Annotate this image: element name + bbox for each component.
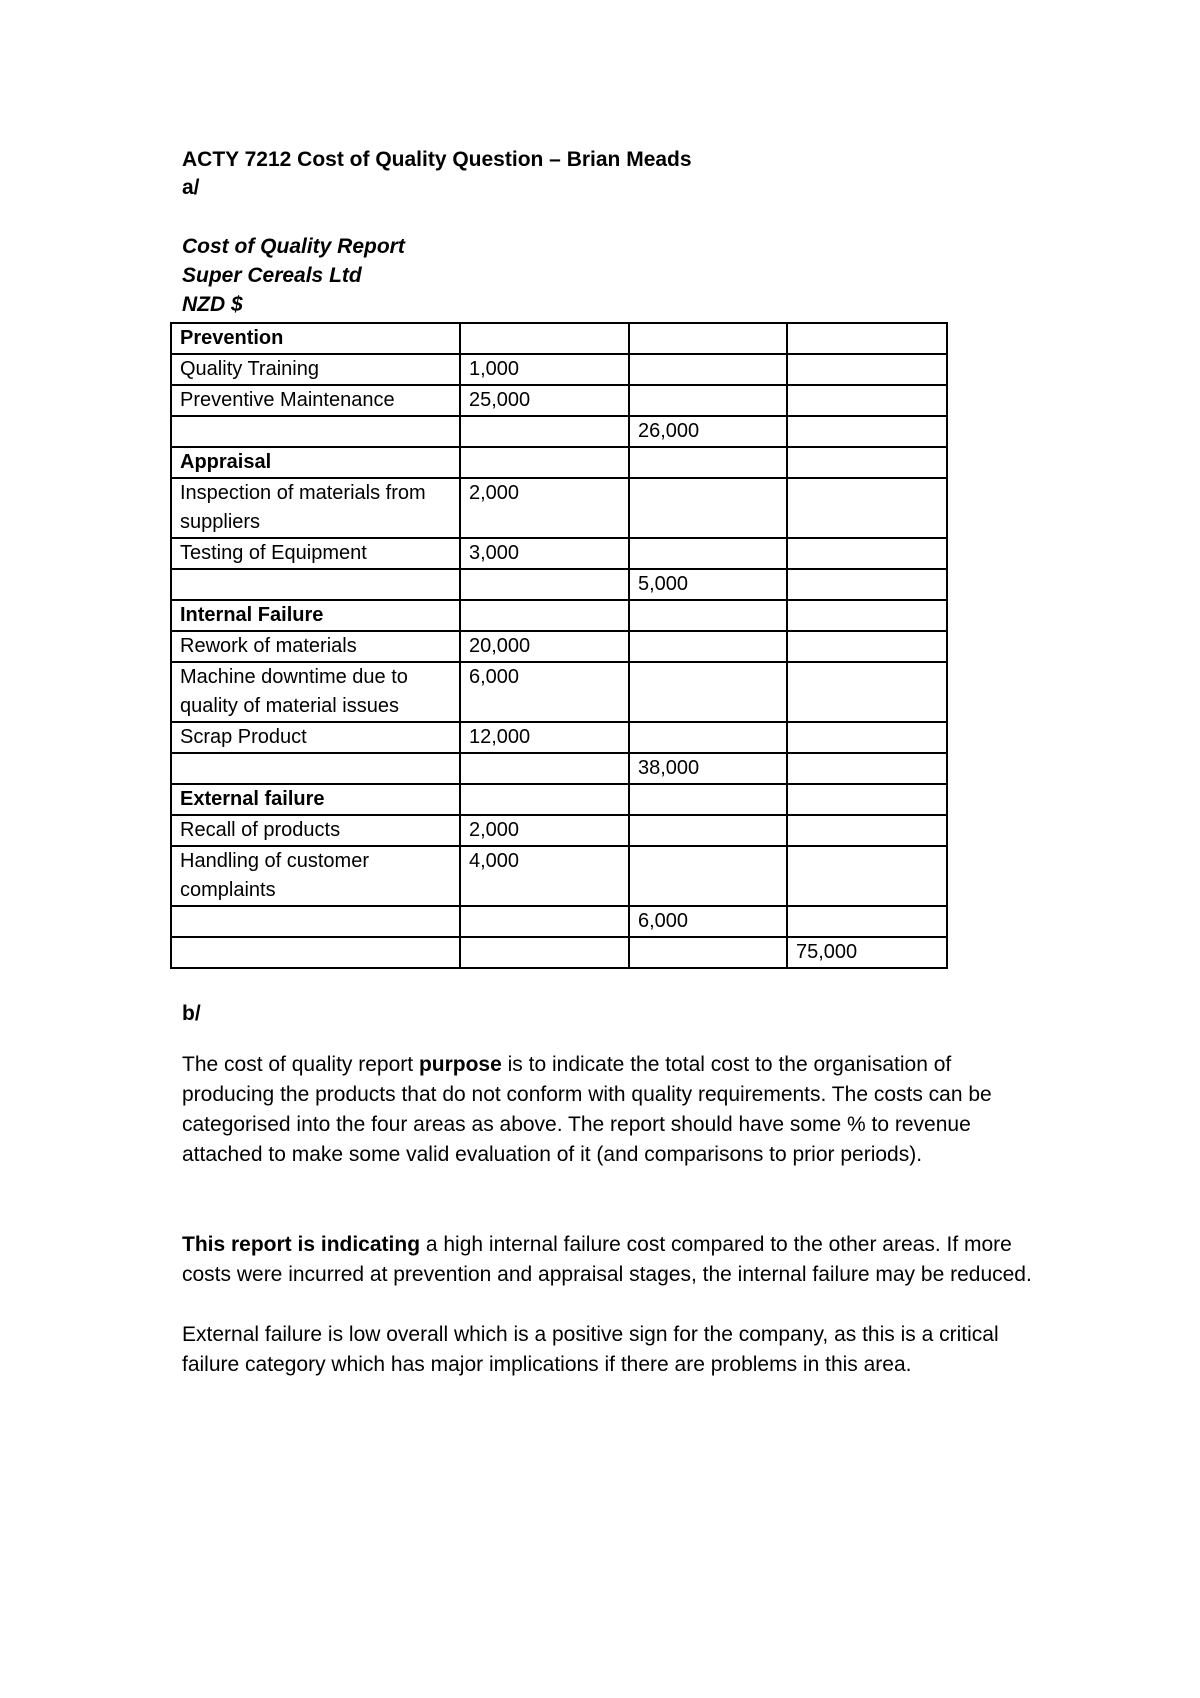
cost-of-quality-table bbox=[170, 322, 948, 969]
cost-item-label bbox=[171, 569, 460, 600]
table-row bbox=[171, 906, 947, 937]
grand-total bbox=[787, 354, 947, 385]
table-row bbox=[171, 538, 947, 569]
cost-amount: 4,000 bbox=[460, 846, 629, 906]
grand-total bbox=[787, 815, 947, 846]
table-row bbox=[171, 478, 947, 538]
grand-total bbox=[787, 846, 947, 906]
document-header bbox=[182, 146, 1042, 319]
table-row bbox=[171, 323, 947, 354]
part-b-label: b/ bbox=[182, 1002, 201, 1025]
grand-total bbox=[787, 600, 947, 631]
category-subtotal bbox=[629, 784, 787, 815]
table-row bbox=[171, 385, 947, 416]
table-row bbox=[171, 722, 947, 753]
table-row bbox=[171, 753, 947, 784]
cost-item-label: Recall of products bbox=[171, 815, 460, 846]
cost-item-label: Inspection of materials from suppliers bbox=[171, 478, 460, 538]
category-subtotal bbox=[629, 538, 787, 569]
cost-amount bbox=[460, 784, 629, 815]
cost-item-label: Handling of customer complaints bbox=[171, 846, 460, 906]
category-subtotal: 38,000 bbox=[629, 753, 787, 784]
cost-item-label: Rework of materials bbox=[171, 631, 460, 662]
cost-amount: 2,000 bbox=[460, 815, 629, 846]
cost-item-label: External failure bbox=[171, 784, 460, 815]
table-row bbox=[171, 447, 947, 478]
category-subtotal bbox=[629, 354, 787, 385]
cost-item-label: Quality Training bbox=[171, 354, 460, 385]
grand-total bbox=[787, 631, 947, 662]
cost-item-label: Prevention bbox=[171, 323, 460, 354]
cost-amount: 12,000 bbox=[460, 722, 629, 753]
cost-item-label: Internal Failure bbox=[171, 600, 460, 631]
category-subtotal bbox=[629, 662, 787, 722]
cost-item-label bbox=[171, 937, 460, 968]
cost-amount bbox=[460, 447, 629, 478]
cost-amount: 20,000 bbox=[460, 631, 629, 662]
company-name: Super Cereals Ltd bbox=[182, 264, 362, 287]
cost-amount: 3,000 bbox=[460, 538, 629, 569]
table-row bbox=[171, 569, 947, 600]
category-subtotal: 26,000 bbox=[629, 416, 787, 447]
indication-rest-text: a high internal failure cost compared to the other areas. If more costs were incurred at prevention and appraisal stages, the internal failure may be reduced. bbox=[182, 1233, 1032, 1286]
cost-amount: 6,000 bbox=[460, 662, 629, 722]
currency-label: NZD $ bbox=[182, 293, 243, 316]
category-subtotal bbox=[629, 846, 787, 906]
document-title: ACTY 7212 Cost of Quality Question – Brian Meads bbox=[182, 148, 692, 171]
table-row bbox=[171, 937, 947, 968]
cost-item-label: Machine downtime due to quality of material issues bbox=[171, 662, 460, 722]
cost-item-label bbox=[171, 753, 460, 784]
grand-total bbox=[787, 447, 947, 478]
cost-amount bbox=[460, 906, 629, 937]
grand-total bbox=[787, 416, 947, 447]
category-subtotal: 5,000 bbox=[629, 569, 787, 600]
category-subtotal: 6,000 bbox=[629, 906, 787, 937]
cost-amount bbox=[460, 600, 629, 631]
purpose-lead-text: The cost of quality report bbox=[182, 1053, 419, 1076]
purpose-bold-text: purpose bbox=[418, 1053, 502, 1076]
grand-total bbox=[787, 323, 947, 354]
category-subtotal bbox=[629, 600, 787, 631]
cost-amount bbox=[460, 753, 629, 784]
category-subtotal bbox=[629, 937, 787, 968]
grand-total bbox=[787, 784, 947, 815]
category-subtotal bbox=[629, 722, 787, 753]
table-row bbox=[171, 631, 947, 662]
table-row bbox=[171, 662, 947, 722]
grand-total bbox=[787, 569, 947, 600]
table-row bbox=[171, 784, 947, 815]
table-row bbox=[171, 846, 947, 906]
cost-amount bbox=[460, 416, 629, 447]
external-failure-paragraph: External failure is low overall which is a positive sign for the company, as this is a critical failure category which has major implications if there are problems in this area. bbox=[182, 1323, 999, 1376]
cost-item-label: Scrap Product bbox=[171, 722, 460, 753]
table-row bbox=[171, 354, 947, 385]
category-subtotal bbox=[629, 385, 787, 416]
cost-amount bbox=[460, 937, 629, 968]
cost-amount bbox=[460, 323, 629, 354]
cost-item-label: Preventive Maintenance bbox=[171, 385, 460, 416]
table-row bbox=[171, 416, 947, 447]
grand-total: 75,000 bbox=[787, 937, 947, 968]
report-title: Cost of Quality Report bbox=[182, 235, 405, 258]
category-subtotal bbox=[629, 447, 787, 478]
purpose-rest-text: is to indicate the total cost to the organisation of producing the products that do not conform with quality requirements. The costs can be categorised into the four areas as above. The report should have some % to revenue attached to make some valid evaluation of it (and comparisons to prior periods). bbox=[182, 1053, 992, 1166]
table-row bbox=[171, 600, 947, 631]
cost-amount bbox=[460, 569, 629, 600]
table-row bbox=[171, 815, 947, 846]
cost-amount: 25,000 bbox=[460, 385, 629, 416]
category-subtotal bbox=[629, 815, 787, 846]
grand-total bbox=[787, 906, 947, 937]
cost-amount: 2,000 bbox=[460, 478, 629, 538]
category-subtotal bbox=[629, 631, 787, 662]
grand-total bbox=[787, 753, 947, 784]
cost-item-label bbox=[171, 416, 460, 447]
purpose-paragraph bbox=[182, 1050, 1042, 1170]
grand-total bbox=[787, 662, 947, 722]
cost-item-label: Testing of Equipment bbox=[171, 538, 460, 569]
category-subtotal bbox=[629, 323, 787, 354]
grand-total bbox=[787, 385, 947, 416]
part-a-label: a/ bbox=[182, 176, 200, 199]
indication-paragraph bbox=[182, 1230, 1042, 1290]
cost-item-label bbox=[171, 906, 460, 937]
cost-item-label: Appraisal bbox=[171, 447, 460, 478]
grand-total bbox=[787, 722, 947, 753]
grand-total bbox=[787, 478, 947, 538]
category-subtotal bbox=[629, 478, 787, 538]
cost-amount: 1,000 bbox=[460, 354, 629, 385]
indication-bold-text: This report is indicating bbox=[182, 1233, 421, 1256]
grand-total bbox=[787, 538, 947, 569]
